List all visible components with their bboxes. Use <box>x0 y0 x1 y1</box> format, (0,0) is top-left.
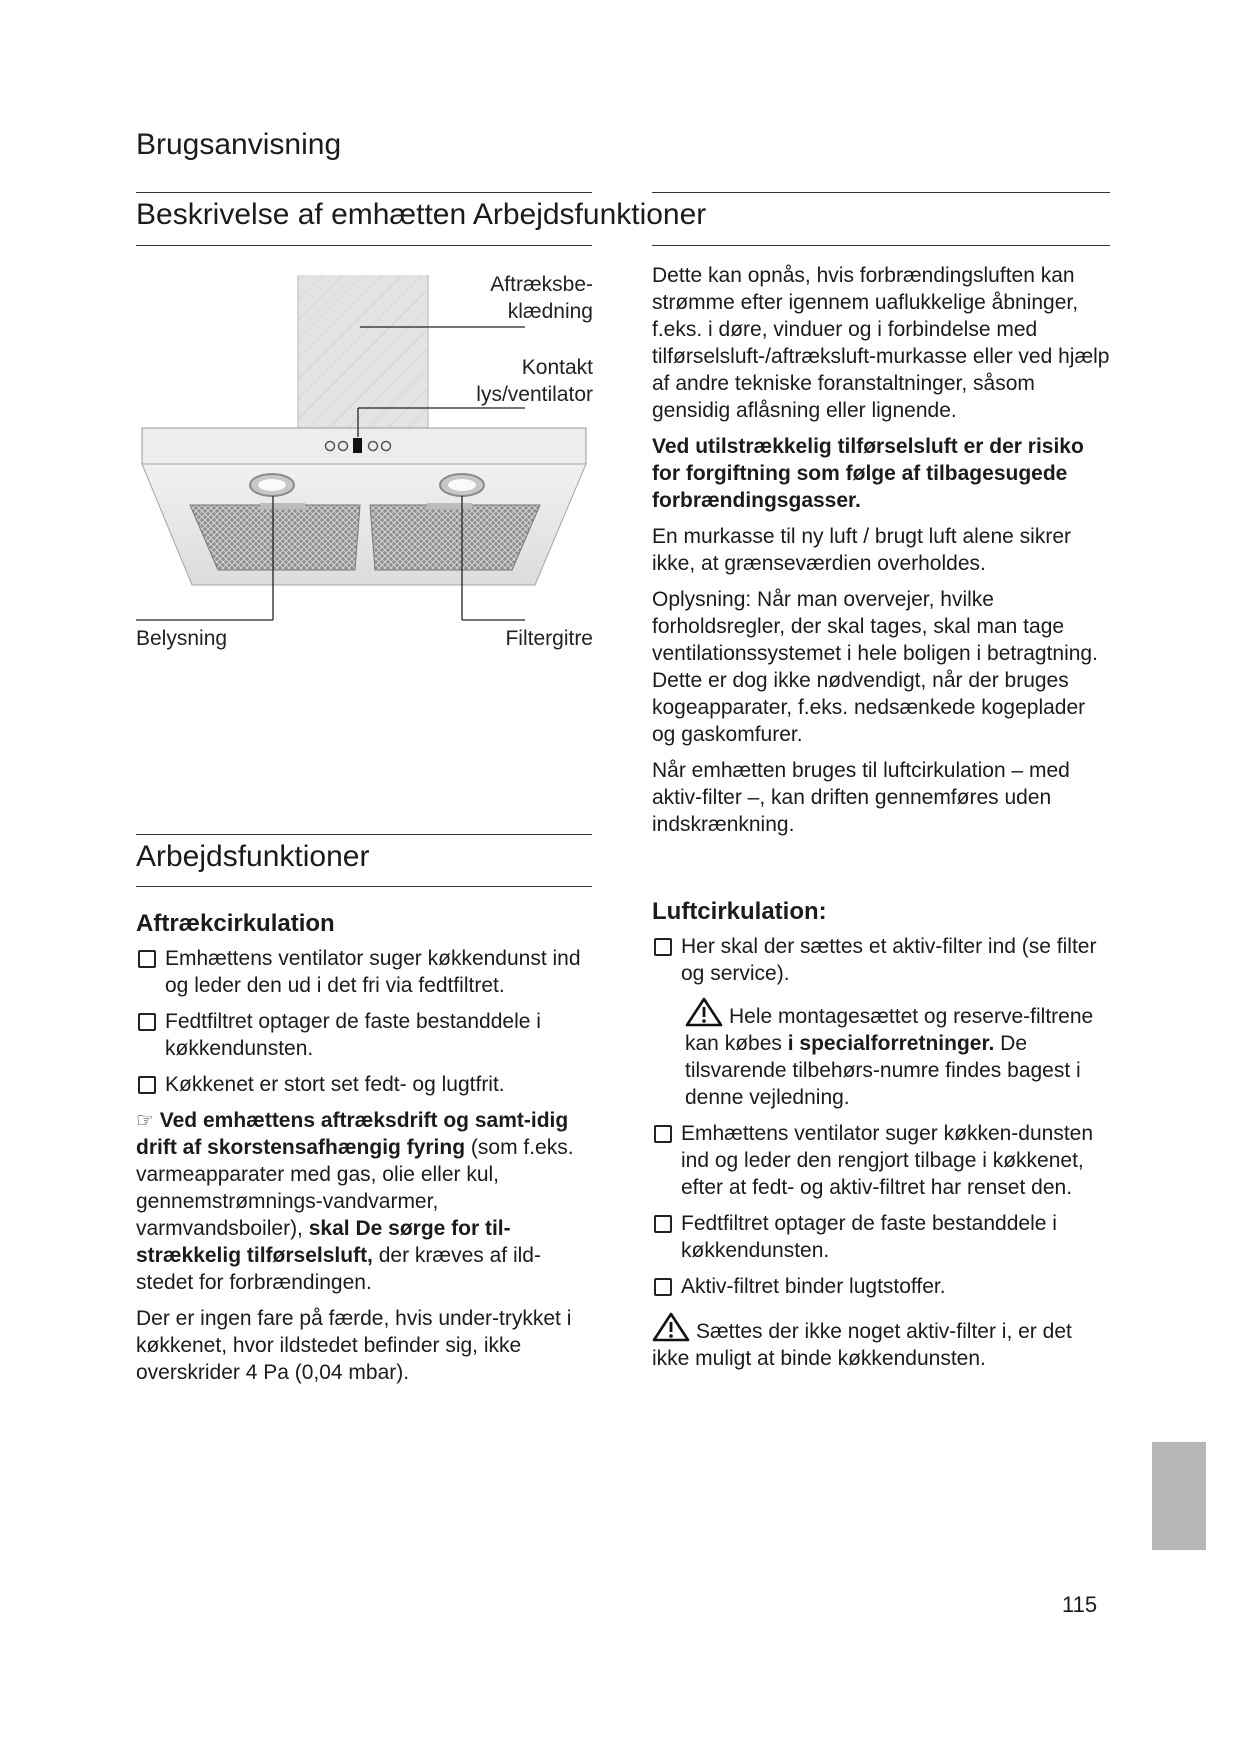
warning-note: Sættes der ikke noget aktiv-filter i, er det ikke muligt at binde køkkendunsten. <box>652 1312 1110 1372</box>
paragraph: Der er ingen fare på færde, hvis under-trykket i køkkenet, hvor ildstedet befinder sig, ikke overskrider 4 Pa (0,04 mbar). <box>136 1307 572 1384</box>
chapter-thumb-tab <box>1152 1442 1206 1550</box>
list-item: Emhættens ventilator suger køkken-dunsten ind og leder den rengjort tilbage i køkkenet, efter at fedt- og aktiv-filtret har renset den. <box>652 1120 1110 1201</box>
label-line: Kontakt <box>521 356 593 379</box>
list-item: Fedtfiltret optager de faste bestanddele i køkkendunsten. <box>652 1210 1110 1264</box>
section-heading-functions: Arbejdsfunktioner <box>136 840 370 873</box>
label-lighting: Belysning <box>136 627 228 650</box>
warning-note: Hele montagesættet og reserve-filtrene kan købes i specialforretninger. De tilsvarende tilbehørs-numre findes bagest i denne vejledning. <box>652 997 1110 1111</box>
list-item: Emhættens ventilator suger køkkendunst ind og leder den ud i det fri via fedtfiltret. <box>136 945 596 999</box>
section-rule <box>136 886 592 887</box>
right-column-circulation <box>652 898 1110 1372</box>
warning-paragraph: Ved utilstrækkelig tilførselsluft er der risiko for forgiftning som følge af tilbagesugede forbrændingsgasser. <box>652 435 1084 512</box>
paragraph: Oplysning: Når man overvejer, hvilke forholdsregler, der skal tages, skal man tage ventilationssystemet i hele boligen i betragtning. Dette er dog ikke nødvendigt, når der bruges kogeapparater, f.eks. nedsænkede kogeplader og gaskomfurer. <box>652 588 1098 746</box>
pointing-hand-icon: ☞ <box>136 1108 154 1132</box>
checkbox-bullet-icon <box>654 1278 672 1296</box>
warning-triangle-icon <box>652 1312 690 1342</box>
checkbox-bullet-icon <box>138 950 156 968</box>
paragraph: Når emhætten bruges til luftcirkulation – med aktiv-filter –, kan driften gennemføres uden indskrænkning. <box>652 759 1070 836</box>
list-item: Her skal der sættes et aktiv-filter ind (se filter og service). <box>652 933 1110 987</box>
list-item: Fedtfiltret optager de faste bestanddele i køkkendunsten. <box>136 1008 596 1062</box>
grease-filter-left <box>190 505 360 570</box>
right-column <box>652 262 1110 847</box>
running-title: Brugsanvisning <box>136 128 342 161</box>
warning-triangle-icon <box>685 997 723 1027</box>
subheading-exhaust: Aftrækcirkulation <box>136 910 335 937</box>
list-item: Køkkenet er stort set fedt- og lugtfrit. <box>136 1071 596 1098</box>
checkbox-bullet-icon <box>138 1013 156 1031</box>
checkbox-bullet-icon <box>654 1215 672 1233</box>
label-chimney-cover <box>490 271 593 325</box>
important-note: ☞ Ved emhættens aftræksdrift og samt-idig drift af skorstensafhængig fyring (som f.eks. varmeapparater med gas, olie eller kul, gennemstrømnings-vandvarmer, varmvandsboiler), skal De sørge for til-strækkelig tilførselsluft, der kræves af ild-stedet for forbrændingen. <box>136 1108 574 1294</box>
control-panel <box>142 428 586 464</box>
label-filter: Filtergitre <box>505 627 593 650</box>
section-heading-description: Beskrivelse af emhætten Arbejdsfunktioner <box>136 198 707 231</box>
section-rule <box>136 834 592 835</box>
checkbox-bullet-icon <box>654 938 672 956</box>
subheading-circulation: Luftcirkulation: <box>652 898 827 925</box>
label-switch <box>476 354 593 408</box>
section-rule-bottom-left <box>136 245 592 246</box>
label-line: lys/ventilator <box>476 383 593 406</box>
label-line: Aftræksbe- <box>490 273 593 296</box>
grease-filter-right <box>370 505 540 570</box>
checkbox-bullet-icon <box>654 1125 672 1143</box>
page-number: 115 <box>1062 1592 1098 1617</box>
label-line: klædning <box>507 300 593 323</box>
paragraph: Dette kan opnås, hvis forbrændingsluften kan strømme efter igennem uaflukkelige åbninger, f.eks. i døre, vinduer og i forbindelse med tilførselsluft-/aftræksluft-murkasse eller ved hjælp af andre tekniske foranstaltninger, såsom gensidig aflåsning eller lignende. <box>652 264 1110 422</box>
list-item: Aktiv-filtret binder lugtstoffer. <box>652 1273 1110 1300</box>
left-column <box>136 910 596 1395</box>
paragraph: En murkasse til ny luft / brugt luft alene sikrer ikke, at grænseværdien overholdes. <box>652 525 1072 575</box>
section-rule-top-right <box>652 192 1110 193</box>
switch-icon <box>353 438 362 453</box>
section-rule-top-left <box>136 192 592 193</box>
section-rule-bottom-right <box>652 245 1110 246</box>
checkbox-bullet-icon <box>138 1076 156 1094</box>
